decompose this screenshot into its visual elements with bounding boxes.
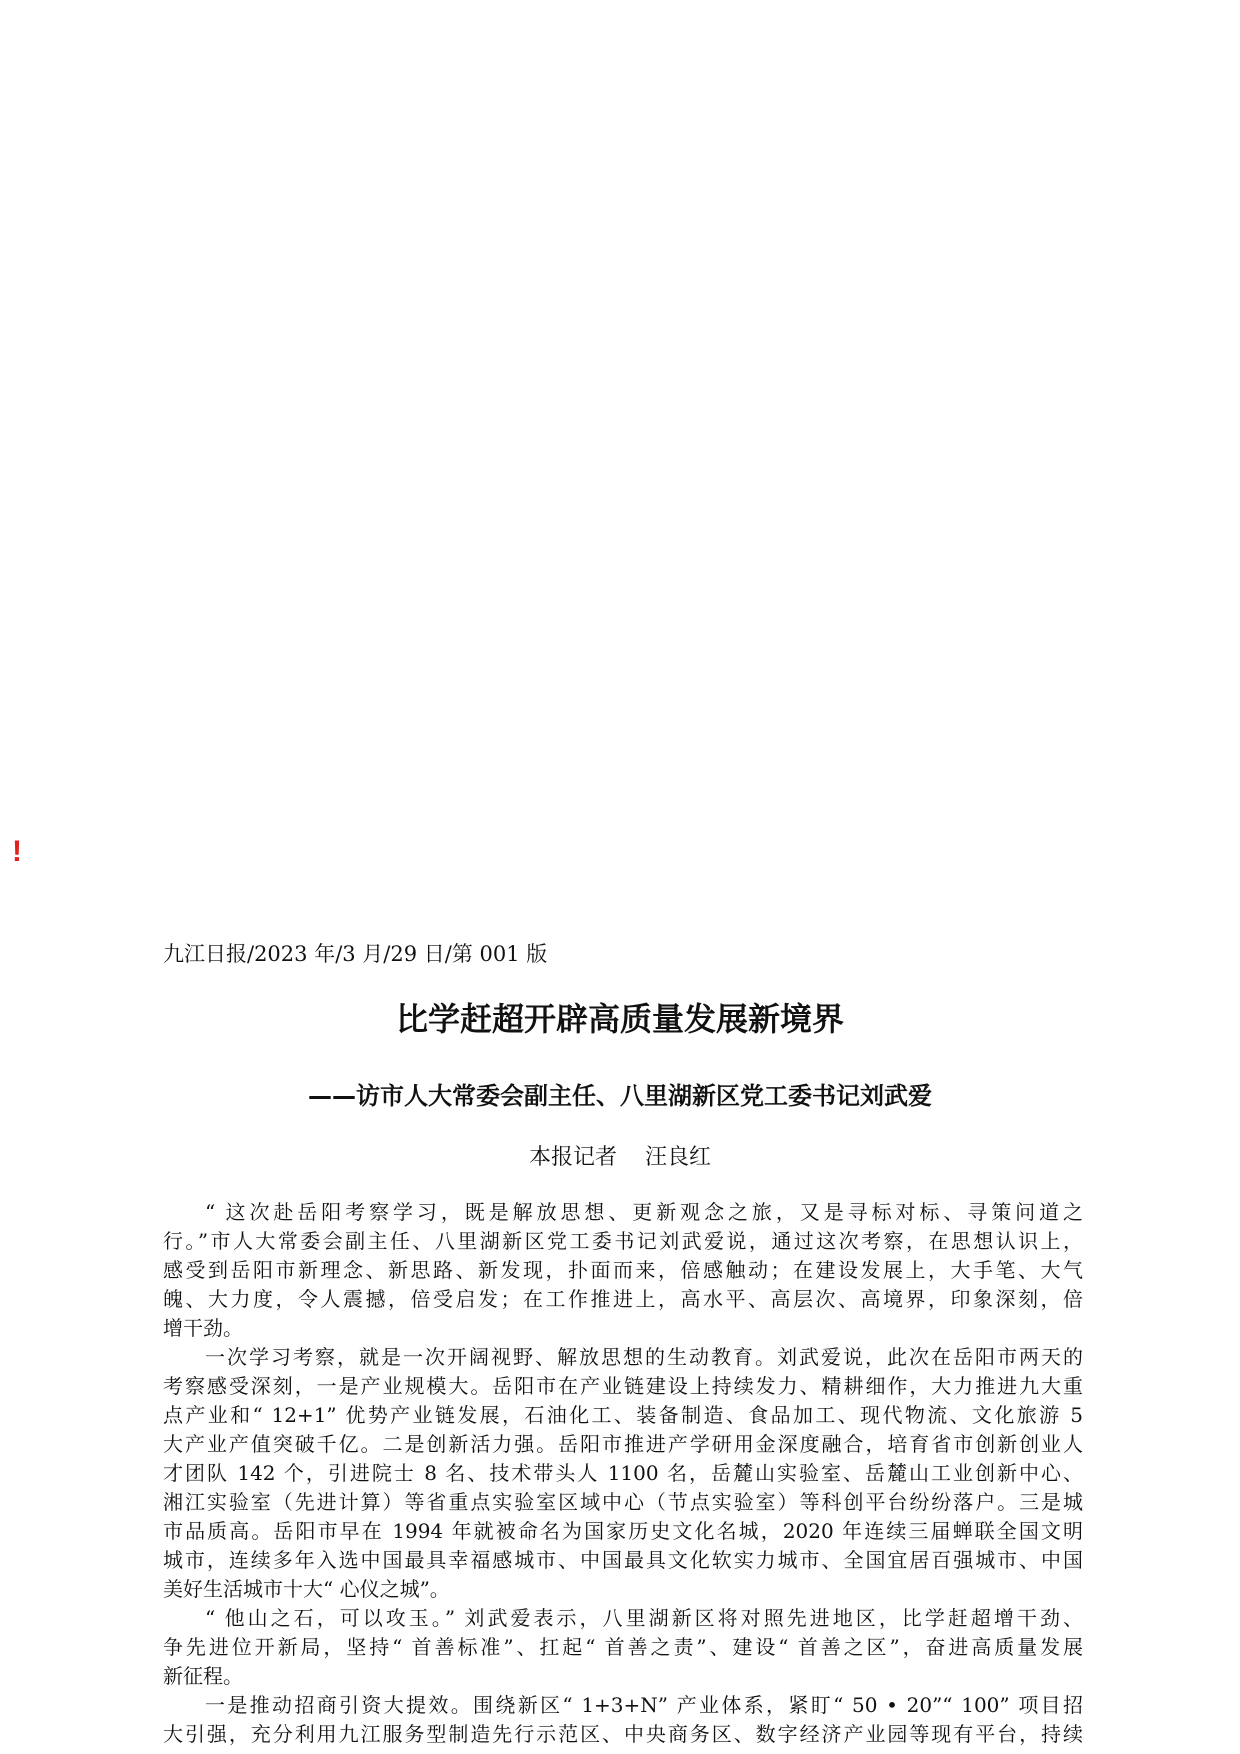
body-line: 行。”市人大常委会副主任、八里湖新区党工委书记刘武爱说，通过这次考察，在思想认识上， — [163, 1229, 1083, 1253]
article-body — [163, 1198, 1083, 1749]
dateline: 九江日报/2023 年/3 月/29 日/第 001 版 — [163, 942, 548, 966]
body-line: 感受到岳阳市新理念、新思路、新发现，扑面而来，倍感触动；在建设发展上，大手笔、大气 — [163, 1258, 1083, 1282]
body-line: 考察感受深刻，一是产业规模大。岳阳市在产业链建设上持续发力、精耕细作，大力推进九大重 — [163, 1374, 1083, 1398]
body-line: 才团队 142 个，引进院士 8 名、技术带头人 1100 名，岳麓山实验室、岳麓山工业创新中心、 — [163, 1461, 1083, 1485]
body-line: 美好生活城市十大“ 心仪之城”。 — [163, 1577, 450, 1601]
body-line: 点产业和“ 12+1” 优势产业链发展，石油化工、装备制造、食品加工、现代物流、文化旅游 5 — [163, 1403, 1083, 1427]
body-line: 大引强，充分利用九江服务型制造先行示范区、中央商务区、数字经济产业园等现有平台，持续 — [163, 1722, 1083, 1746]
body-line: “ 这次赴岳阳考察学习，既是解放思想、更新观念之旅，又是寻标对标、寻策问道之 — [205, 1200, 1083, 1224]
body-line: 增干劲。 — [163, 1316, 243, 1340]
body-line: 湘江实验室（先进计算）等省重点实验室区域中心（节点实验室）等科创平台纷纷落户。三是城 — [163, 1490, 1083, 1514]
warning-mark: ! — [12, 835, 22, 868]
article-title: 比学赶超开辟高质量发展新境界 — [395, 1000, 844, 1038]
body-line: 一是推动招商引资大提效。围绕新区“ 1+3+N” 产业体系，紧盯“ 50 • 20”“ 100” 项目招 — [205, 1693, 1083, 1717]
body-line: 魄、大力度，令人震撼，倍受启发；在工作推进上，高水平、高层次、高境界，印象深刻，倍 — [163, 1287, 1083, 1311]
body-line: 城市，连续多年入选中国最具幸福感城市、中国最具文化软实力城市、全国宜居百强城市、中国 — [163, 1548, 1083, 1572]
body-line: 新征程。 — [163, 1664, 243, 1688]
body-line: 一次学习考察，就是一次开阔视野、解放思想的生动教育。刘武爱说，此次在岳阳市两天的 — [205, 1345, 1083, 1369]
byline: 本报记者 汪良红 — [529, 1145, 711, 1170]
body-line: 争先进位开新局，坚持“ 首善标准”、扛起“ 首善之责”、建设“ 首善之区”，奋进高质量发展 — [163, 1635, 1083, 1659]
article-subtitle: ——访市人大常委会副主任、八里湖新区党工委书记刘武爱 — [308, 1082, 932, 1110]
body-line: 市品质高。岳阳市早在 1994 年就被命名为国家历史文化名城，2020 年连续三届蝉联全国文明 — [163, 1519, 1083, 1543]
body-line: “ 他山之石，可以攻玉。” 刘武爱表示，八里湖新区将对照先进地区，比学赶超增干劲、 — [205, 1606, 1083, 1630]
body-line: 大产业产值突破千亿。二是创新活力强。岳阳市推进产学研用金深度融合，培育省市创新创业人 — [163, 1432, 1083, 1456]
